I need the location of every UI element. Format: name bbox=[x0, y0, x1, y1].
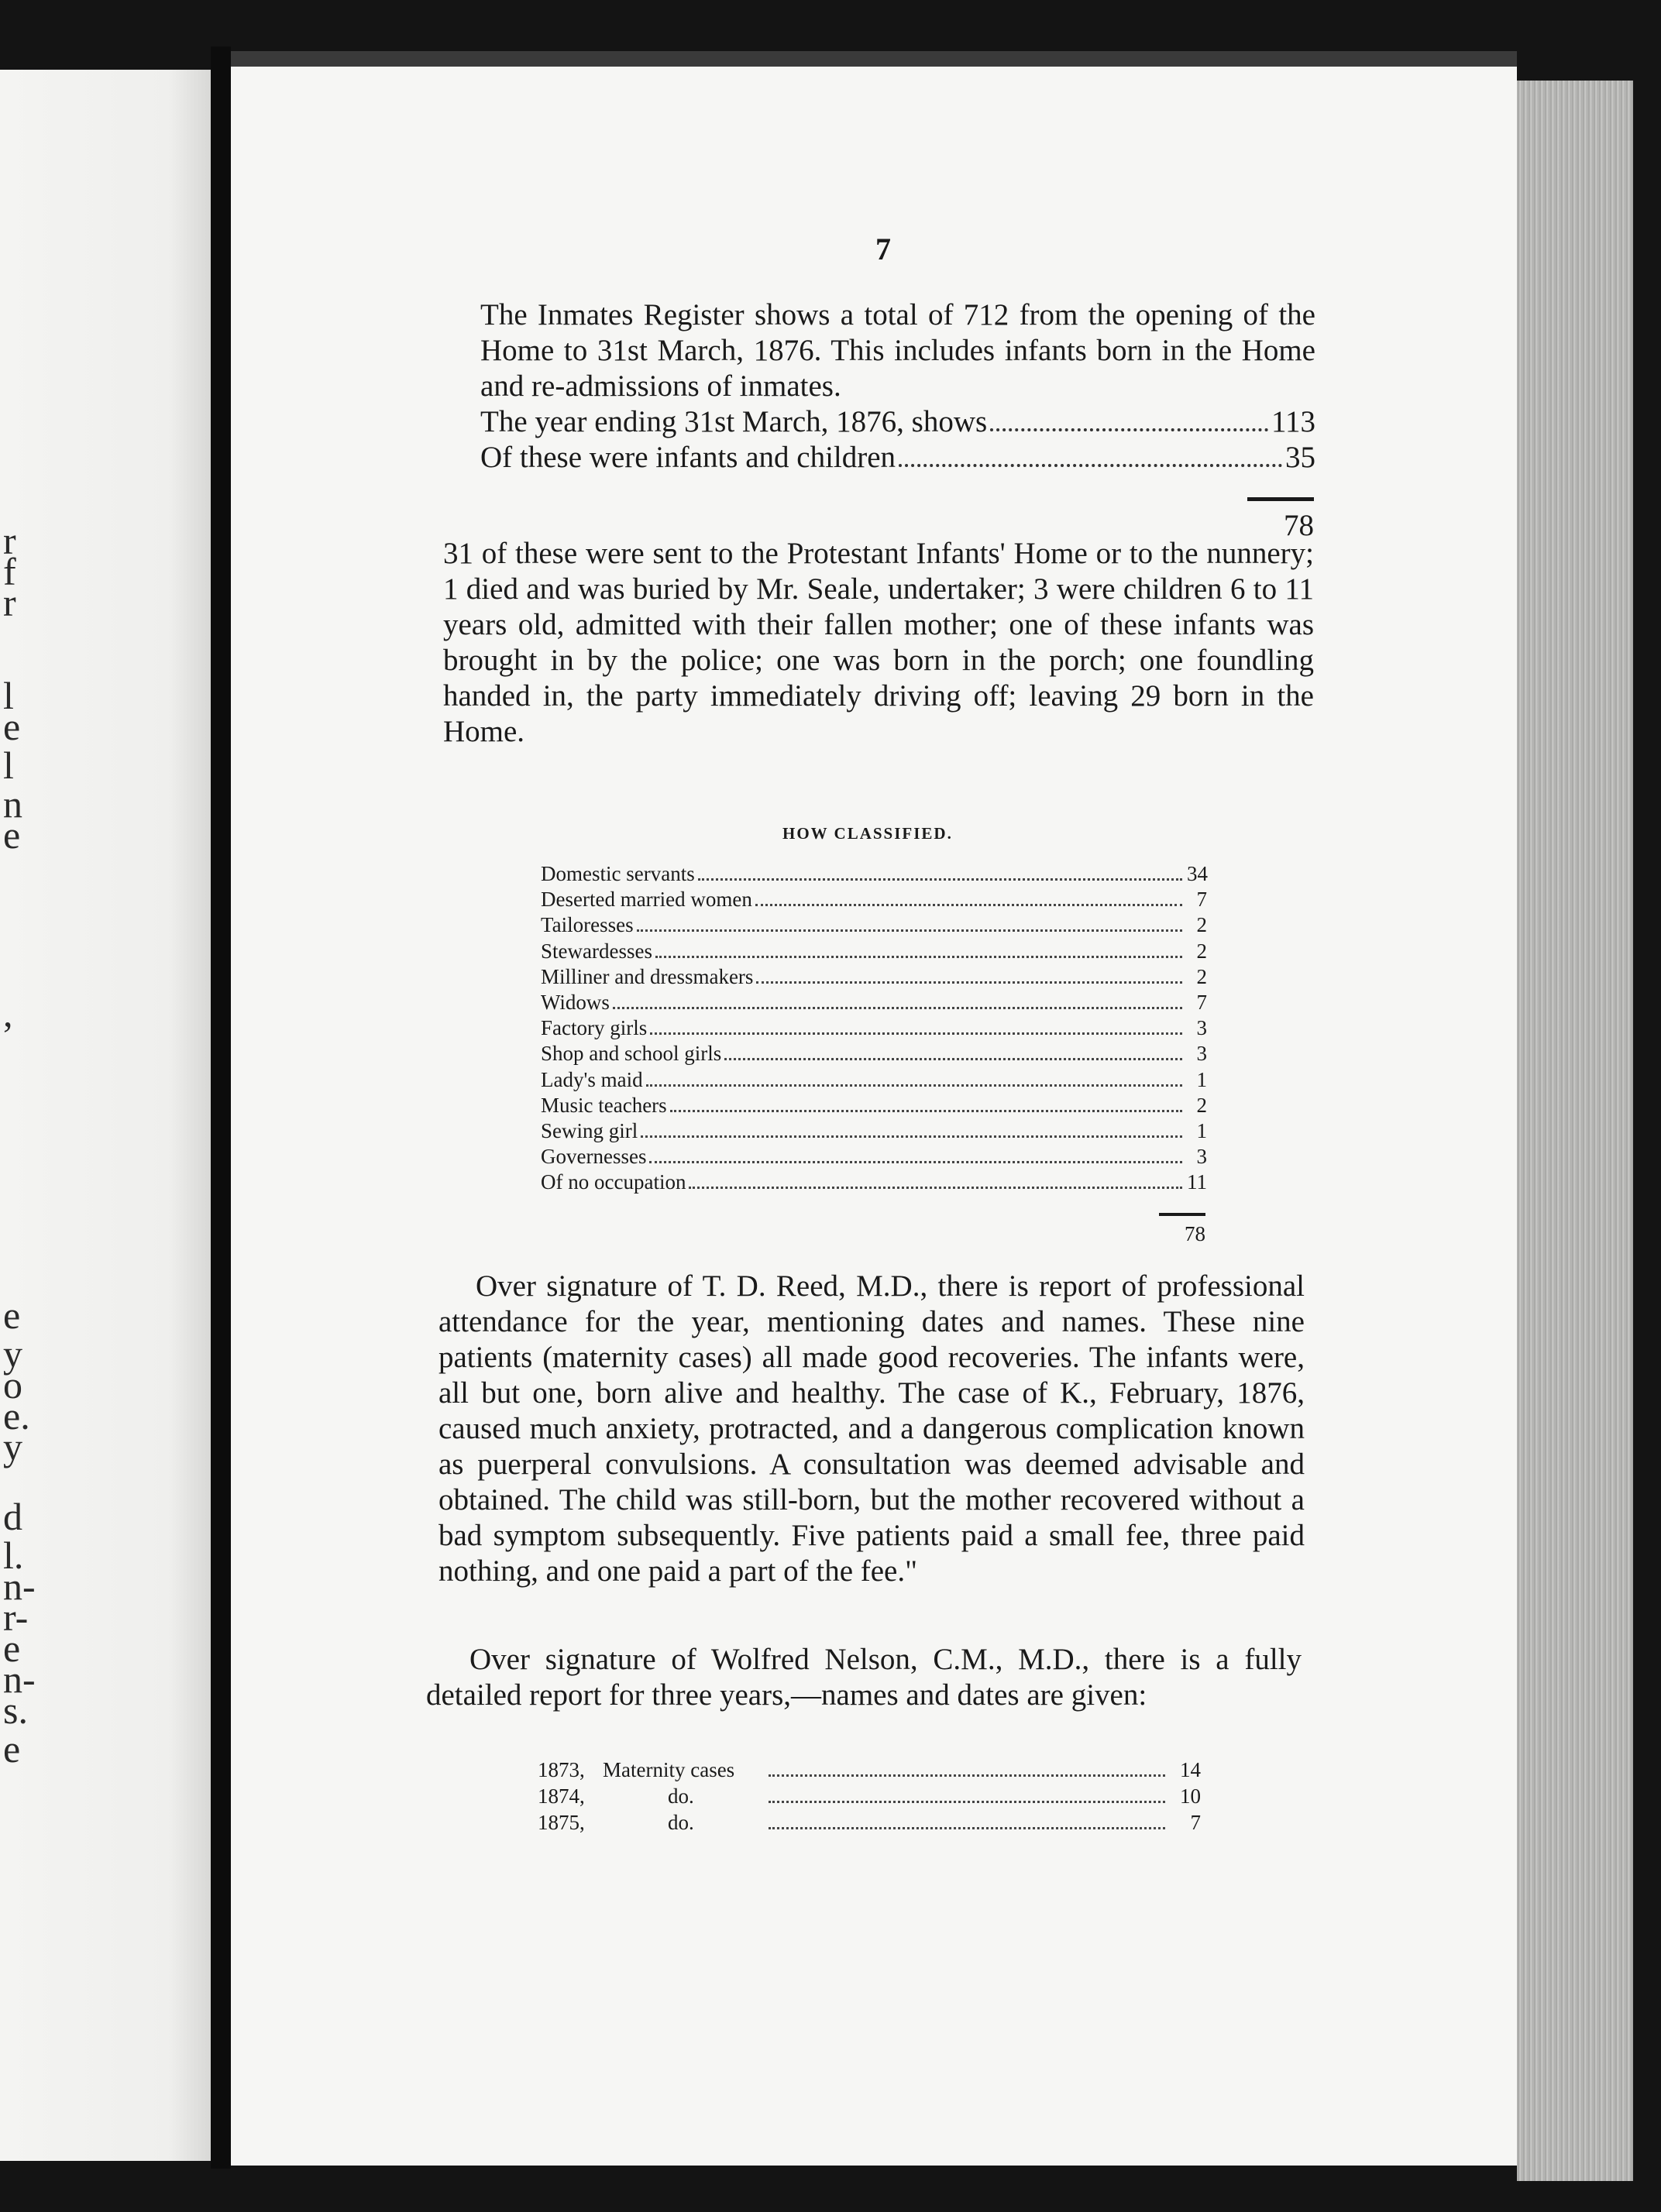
table-row bbox=[541, 1067, 1207, 1093]
left-fragment: l bbox=[3, 744, 14, 787]
table-row bbox=[541, 887, 1207, 912]
leader-dots bbox=[655, 956, 1182, 958]
occupation-count: 2 bbox=[1196, 1093, 1207, 1117]
left-fragment: r bbox=[3, 581, 16, 624]
summary-total: 78 bbox=[1284, 509, 1314, 542]
table-row bbox=[541, 861, 1207, 887]
occupation-count: 1 bbox=[1196, 1067, 1207, 1091]
leader-dots bbox=[724, 1058, 1182, 1060]
leader-dots bbox=[769, 1774, 1165, 1777]
occupation-count: 2 bbox=[1196, 939, 1207, 963]
occupation-count: 2 bbox=[1196, 913, 1207, 937]
maternity-year: 1875, bbox=[538, 1811, 585, 1834]
left-fragment: r bbox=[3, 519, 16, 562]
maternity-year: 1874, bbox=[538, 1784, 585, 1808]
occupation-count: 3 bbox=[1196, 1016, 1207, 1040]
paragraph-inmates-register: The Inmates Register shows a total of 712 from the opening of the Home to 31st March, 1876. This includes infants born in the Home and re-admissions of inmates. bbox=[480, 298, 1315, 403]
maternity-table bbox=[538, 1757, 1201, 1836]
occupation-label: Milliner and dressmakers bbox=[541, 964, 754, 988]
occupation-count: 2 bbox=[1196, 964, 1207, 988]
classification-total: 78 bbox=[1185, 1222, 1205, 1245]
occupation-label: Domestic servants bbox=[541, 862, 695, 885]
occupation-label: Tailoresses bbox=[541, 913, 634, 937]
left-fragment: y bbox=[3, 1332, 22, 1376]
page-number: 7 bbox=[875, 232, 891, 266]
maternity-count: 14 bbox=[1180, 1758, 1201, 1781]
left-fragment: l bbox=[3, 674, 14, 717]
summary-value: 113 bbox=[1271, 405, 1315, 438]
left-page bbox=[0, 70, 211, 2161]
leader-dots bbox=[637, 929, 1182, 932]
occupation-label: Factory girls bbox=[541, 1016, 648, 1040]
left-fragment: e bbox=[3, 1727, 21, 1771]
maternity-desc: do. bbox=[668, 1811, 694, 1834]
leader-dots bbox=[646, 1084, 1182, 1087]
occupation-count: 7 bbox=[1196, 888, 1207, 912]
paragraph-dispositions: 31 of these were sent to the Protestant Infants' Home or to the nunnery; 1 died and was buried by Mr. Seale, undertaker; 3 were children 6 to 11 years old, admitted with their fallen mother; one of these infants was brought in by the police; one was born in the porch; one foundling handed in, the party immediately driving off; leaving 29 born in the Home. bbox=[443, 537, 1314, 748]
left-fragment: , bbox=[3, 991, 13, 1035]
table-row bbox=[541, 990, 1207, 1015]
table-row bbox=[541, 1041, 1207, 1066]
summary-line bbox=[480, 440, 1315, 475]
occupation-label: Of no occupation bbox=[541, 1170, 686, 1194]
occupation-label: Deserted married women bbox=[541, 888, 752, 912]
occupation-count: 3 bbox=[1196, 1145, 1207, 1169]
leader-dots bbox=[756, 981, 1182, 984]
left-fragment: l. bbox=[3, 1534, 24, 1577]
leader-dots bbox=[670, 1110, 1182, 1112]
left-fragment: n- bbox=[3, 1565, 36, 1608]
occupation-label: Stewardesses bbox=[541, 939, 652, 963]
maternity-count: 10 bbox=[1180, 1784, 1201, 1808]
table-row bbox=[541, 939, 1207, 964]
occupation-label: Sewing girl bbox=[541, 1118, 638, 1142]
leader-dots bbox=[769, 1827, 1165, 1829]
left-fragment: e bbox=[3, 705, 21, 748]
left-fragment: e. bbox=[3, 1394, 30, 1437]
classification-total-rule bbox=[1159, 1213, 1205, 1216]
left-fragment: n- bbox=[3, 1657, 36, 1701]
leader-dots bbox=[649, 1161, 1182, 1163]
maternity-desc: do. bbox=[668, 1784, 694, 1808]
occupation-label: Shop and school girls bbox=[541, 1042, 722, 1066]
summary-label: The year ending 31st March, 1876, shows bbox=[480, 405, 988, 438]
maternity-count: 7 bbox=[1190, 1811, 1201, 1834]
left-fragment: r- bbox=[3, 1595, 29, 1639]
summary-total-rule bbox=[1247, 497, 1314, 501]
leader-dots bbox=[641, 1135, 1182, 1138]
table-row bbox=[541, 1118, 1207, 1144]
left-fragment: e bbox=[3, 1626, 21, 1670]
occupation-count: 1 bbox=[1196, 1118, 1207, 1142]
maternity-desc: Maternity cases bbox=[603, 1758, 735, 1781]
table-row bbox=[538, 1809, 1201, 1836]
paragraph-reed-report: Over signature of T. D. Reed, M.D., there is report of professional attendance for the year, mentioning dates and names. These nine patients (maternity cases) all made good recoveries. The infants were, all but one, born alive and healthy. The case of K., February, 1876, caused much anxiety, protracted, and a dangerous complication known as puerperal convulsions. A consultation was deemed advisable and obtained. The child was still-born, but the mother recovered without a bad symptom subsequently. Five patients paid a small fee, three paid nothing, and one paid a part of the fee." bbox=[438, 1269, 1305, 1588]
leader-dots bbox=[689, 1187, 1182, 1189]
left-fragment: n bbox=[3, 782, 22, 826]
table-row bbox=[541, 912, 1207, 938]
occupation-count: 11 bbox=[1187, 1170, 1207, 1194]
leader-dots bbox=[769, 1801, 1165, 1803]
table-row bbox=[541, 1015, 1207, 1041]
left-fragment: e bbox=[3, 813, 21, 857]
leader-dots bbox=[650, 1032, 1182, 1035]
summary-label: Of these were infants and children bbox=[480, 441, 896, 474]
table-row bbox=[538, 1757, 1201, 1783]
book-gutter bbox=[211, 46, 231, 2169]
occupation-label: Widows bbox=[541, 990, 610, 1014]
left-fragment: e bbox=[3, 1293, 21, 1337]
left-fragment: d bbox=[3, 1495, 22, 1538]
paragraph-nelson-report: Over signature of Wolfred Nelson, C.M., M.D., there is a fully detailed report for three years,—names and dates are given: bbox=[426, 1643, 1302, 1712]
table-row bbox=[541, 1144, 1207, 1170]
leader-dots bbox=[755, 904, 1182, 906]
leader-dots bbox=[899, 464, 1282, 467]
left-fragment: s. bbox=[3, 1688, 28, 1732]
occupation-count: 3 bbox=[1196, 1042, 1207, 1066]
left-fragment: f bbox=[3, 550, 16, 593]
table-row bbox=[541, 1093, 1207, 1118]
summary-value: 35 bbox=[1285, 441, 1315, 474]
occupation-label: Lady's maid bbox=[541, 1067, 643, 1091]
classification-heading: HOW CLASSIFIED. bbox=[782, 824, 953, 843]
table-row bbox=[538, 1783, 1201, 1809]
leader-dots bbox=[698, 878, 1182, 881]
classification-table bbox=[541, 861, 1207, 1195]
left-fragment: o bbox=[3, 1363, 22, 1407]
table-row bbox=[541, 1170, 1207, 1195]
occupation-label: Governesses bbox=[541, 1145, 647, 1169]
leader-dots bbox=[613, 1007, 1182, 1009]
occupation-count: 34 bbox=[1187, 862, 1208, 885]
page-edge-stack bbox=[1517, 81, 1633, 2181]
summary-line bbox=[480, 404, 1315, 439]
maternity-year: 1873, bbox=[538, 1758, 585, 1781]
occupation-count: 7 bbox=[1196, 990, 1207, 1014]
left-fragment: y bbox=[3, 1425, 22, 1468]
leader-dots bbox=[990, 428, 1268, 431]
occupation-label: Music teachers bbox=[541, 1093, 667, 1117]
table-row bbox=[541, 964, 1207, 990]
